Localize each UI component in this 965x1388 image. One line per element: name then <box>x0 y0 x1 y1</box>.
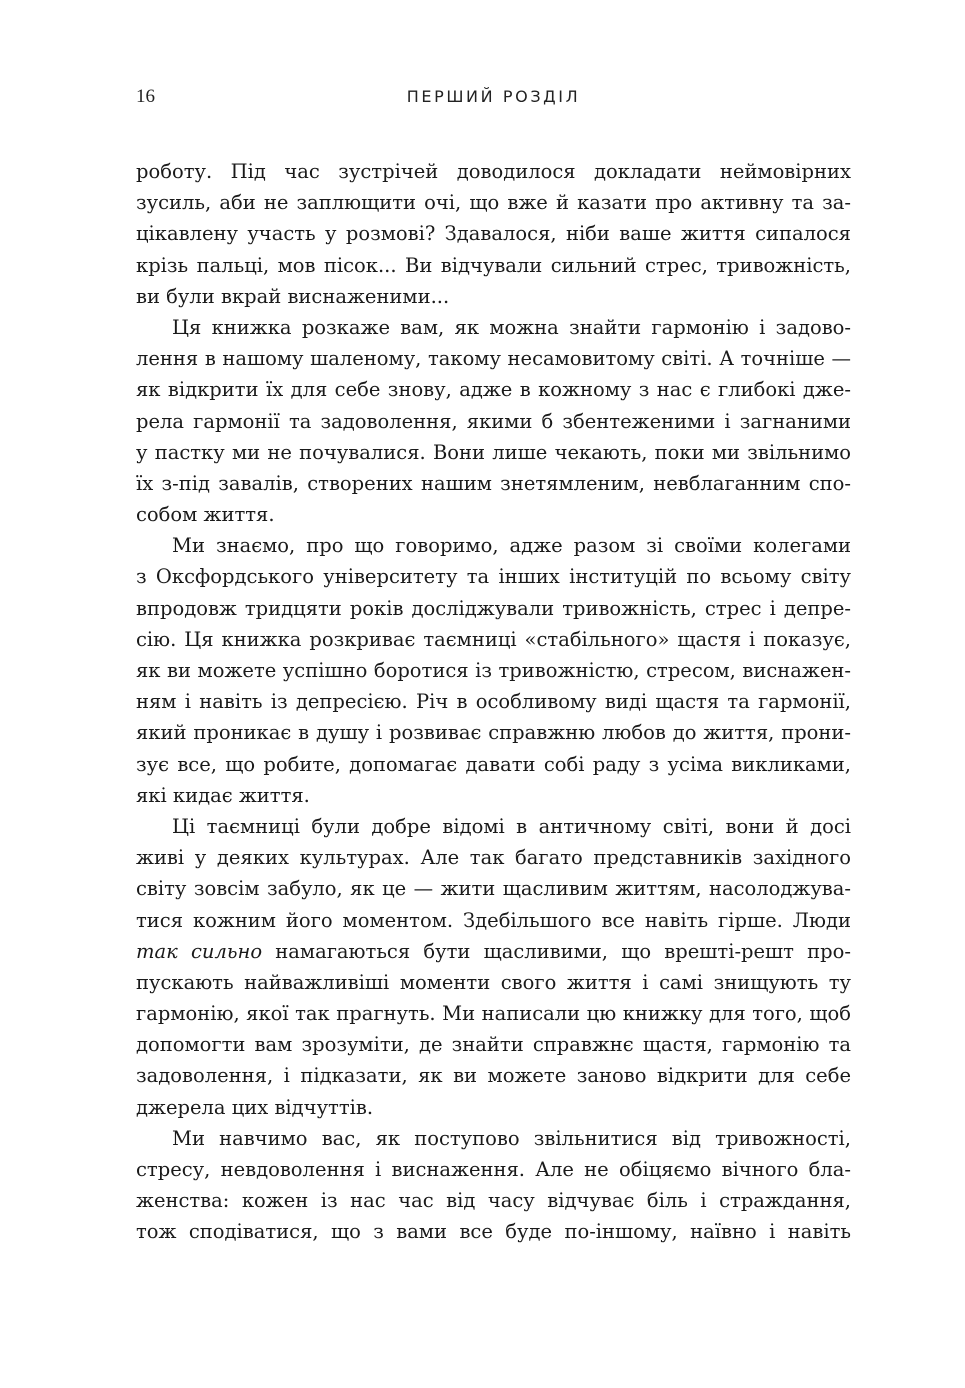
text-line: задоволення, і підказати, як ви можете заново відкрити для себе <box>136 1064 851 1088</box>
text-line: живі у деяких культурах. Але так багато представників західного <box>136 846 851 870</box>
text-line: як ви можете успішно боротися із тривожністю, стресом, виснажен- <box>136 659 851 682</box>
text-line: тож сподіватися, що з вами все буде по-іншому, наївно і навіть <box>136 1220 851 1244</box>
text-line: Ця книжка розкаже вам, як можна знайти гармонію і задово- <box>172 315 851 339</box>
text-line: Ми навчимо вас, як поступово звільнитися від тривожності, <box>172 1126 851 1150</box>
text-line: цікавлену участь у розмові? Здавалося, ніби ваше життя сипалося <box>136 222 851 246</box>
text-line: Ми знаємо, про що говоримо, адже разом зі своїми колегами <box>172 534 851 558</box>
text-line: з Оксфордського університету та інших інституцій по всьому світу <box>136 565 851 589</box>
paragraph-1 <box>136 156 851 312</box>
text-line: гармонію, якої так прагнуть. Ми написали цю книжку для того, щоб <box>136 1002 851 1026</box>
paragraph-4 <box>136 811 851 1123</box>
chapter-title: ПЕРШИЙ РОЗДІЛ <box>406 87 581 106</box>
paragraph-5 <box>136 1123 851 1248</box>
text-line: тися кожним його моментом. Здебільшого все навіть гірше. Люди <box>136 908 851 932</box>
text-line: рела гармонії та задоволення, якими б збентеженими і загнаними <box>136 409 851 433</box>
text-line: допомогти вам зрозуміти, де знайти справжнє щастя, гармонію та <box>136 1033 851 1057</box>
text-line: їх з-під завалів, створених нашим знетямленим, невблаганним спо- <box>136 471 851 495</box>
page-number: 16 <box>136 86 155 107</box>
text-line: зує все, що робите, допомагає давати собі раду з усіма викликами, <box>136 752 851 776</box>
text-line: ви були вкрай виснаженими... <box>136 284 450 308</box>
text-line: ням і навіть із депресією. Річ в особливому виді щастя та гармонії, <box>136 690 851 714</box>
text-line: Ці таємниці були добре відомі в античному світі, вони й досі <box>172 814 851 838</box>
text-line: сію. Ця книжка розкриває таємниці «стабільного» щастя і показує, <box>136 627 851 651</box>
text-line: женства: кожен із нас час від часу відчуває біль і страждання, <box>136 1189 851 1213</box>
text-line: які кидає життя. <box>136 783 310 807</box>
text-line: світу зовсім забуло, як це — жити щасливим життям, насолоджува- <box>136 877 851 901</box>
body-text <box>136 156 851 1248</box>
paragraph-3 <box>136 530 851 811</box>
text-line: крізь пальці, мов пісок... Ви відчували сильний стрес, тривожність, <box>136 253 851 277</box>
text-line: роботу. Під час зустрічей доводилося докладати неймовірних <box>136 160 851 183</box>
text-line: впродовж тридцяти років досліджували тривожність, стрес і депре- <box>136 596 851 620</box>
text-line: лення в нашому шаленому, такому несамовитому світі. А точніше — <box>136 347 851 371</box>
text-segment: намагаються бути щасливими, що врешті-решт про- <box>262 939 851 963</box>
text-line: стресу, невдоволення і виснаження. Але не обіцяємо вічного бла- <box>136 1158 851 1181</box>
text-line: джерела цих відчуттів. <box>136 1095 374 1119</box>
running-header <box>136 84 851 112</box>
text-line: як відкрити їх для себе знову, адже в кожному з нас є глибокі дже- <box>136 378 851 402</box>
emphasis-text: так сильно <box>136 939 263 963</box>
text-line: пускають найважливіші моменти свого життя і самі знищують ту <box>136 970 851 994</box>
text-line: у пастку ми не почувалися. Вони лише чекають, поки ми звільнимо <box>136 440 851 464</box>
text-line <box>136 936 851 967</box>
text-line: який проникає в душу і розвиває справжню любов до життя, прони- <box>136 721 851 745</box>
paragraph-2 <box>136 312 851 530</box>
text-line: собом життя. <box>136 503 275 527</box>
text-line: зусиль, аби не заплющити очі, що вже й казати про активну та за- <box>136 191 851 215</box>
